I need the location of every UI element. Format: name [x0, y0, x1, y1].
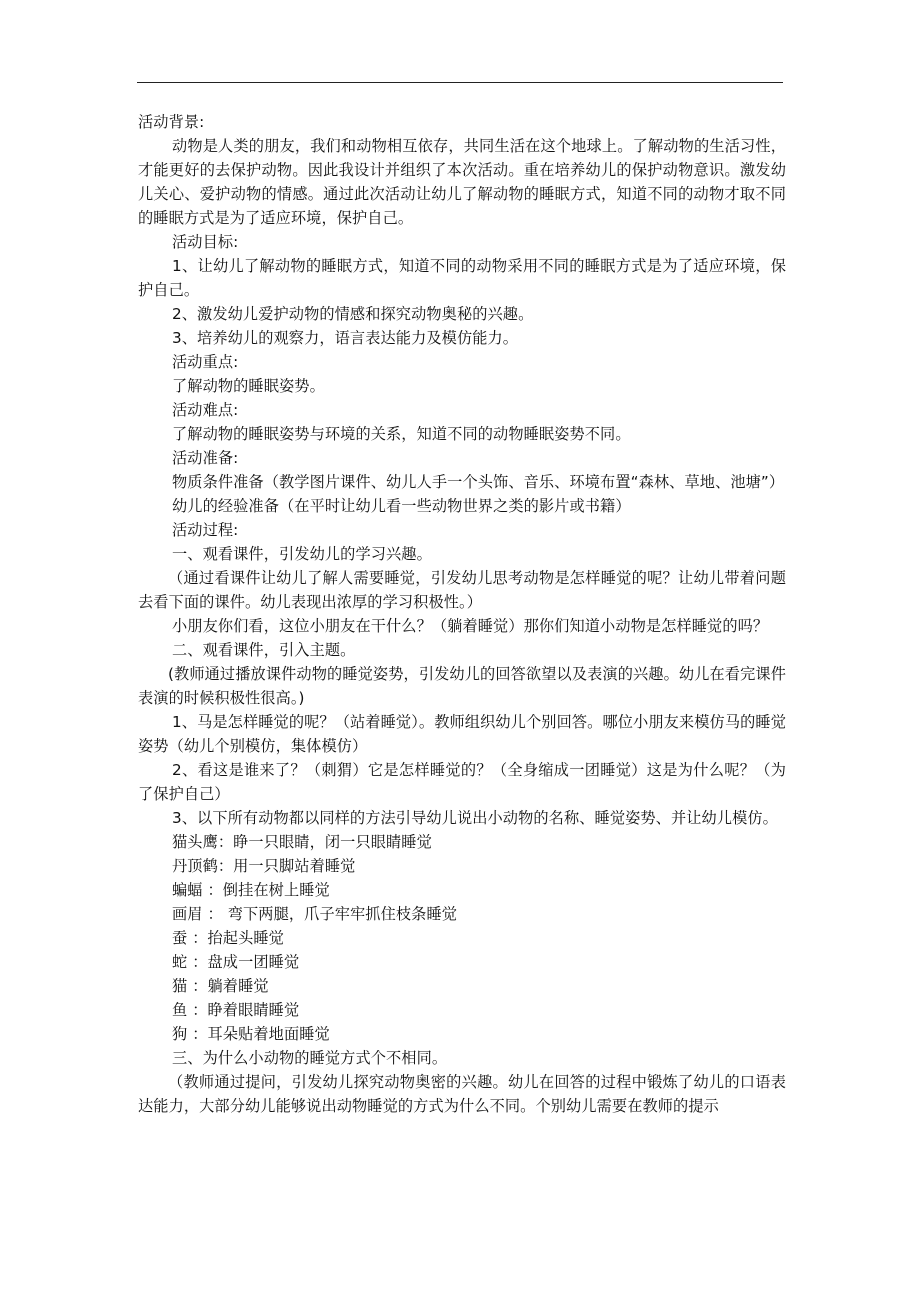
animal-snake: 蛇 ：盘成一团睡觉	[172, 953, 300, 971]
goal-item-3: 3、培养幼儿的观察力，语言表达能力及模仿能力。	[172, 329, 519, 347]
step-1-note: （通过看课件让幼儿了解人需要睡觉，引发幼儿思考动物是怎样睡觉的呢？让幼儿带着问题去看下面的课件。幼儿表现出浓厚的学习积极性。）	[138, 569, 786, 611]
animal-silkworm: 蚕 ：抬起头睡觉	[172, 929, 284, 947]
experience-preparation: 幼儿的经验准备（在平时让幼儿看一些动物世界之类的影片或书籍）	[172, 497, 631, 515]
material-preparation: 物质条件准备（教学图片课件、幼儿人手一个头饰、音乐、环境布置“森林、草地、池塘”）	[172, 473, 785, 491]
animal-bat: 蝙蝠 ：倒挂在树上睡觉	[172, 881, 330, 899]
goals-heading: 活动目标:	[172, 233, 239, 251]
step-2-item-1: 1、马是怎样睡觉的呢？（站着睡觉）。教师组织幼儿个别回答。哪位小朋友来模仿马的睡觉姿势（幼儿个别模仿，集体模仿）	[138, 713, 786, 755]
animal-fish: 鱼 ：睁着眼睛睡觉	[172, 1001, 300, 1019]
difficulty-heading: 活动难点:	[172, 401, 239, 419]
key-point-body: 了解动物的睡眠姿势。	[172, 377, 325, 395]
animal-dog: 狗 ：耳朵贴着地面睡觉	[172, 1025, 330, 1043]
header-rule	[137, 82, 783, 83]
difficulty-body: 了解动物的睡眠姿势与环境的关系，知道不同的动物睡眠姿势不同。	[172, 425, 631, 443]
step-2-item-3: 3、以下所有动物都以同样的方法引导幼儿说出小动物的名称、睡觉姿势、并让幼儿模仿。	[172, 809, 778, 827]
step-2-heading: 二、观看课件，引入主题。	[172, 641, 356, 659]
step-2-item-2: 2、看这是谁来了？（刺猬）它是怎样睡觉的？（全身缩成一团睡觉）这是为什么呢？（为了保护自己）	[138, 761, 786, 803]
goal-item-1: 1、让幼儿了解动物的睡眠方式，知道不同的动物采用不同的睡眠方式是为了适应环境，保护自己。	[138, 257, 786, 299]
goal-item-2: 2、激发幼儿爱护动物的情感和探究动物奥秘的兴趣。	[172, 305, 534, 323]
background-paragraph: 动物是人类的朋友，我们和动物相互依存，共同生活在这个地球上。了解动物的生活习性，才能更好的去保护动物。因此我设计并组织了本次活动。重在培养幼儿的保护动物意识。激发幼儿关心、爱护动物的情感。通过此次活动让幼儿了解动物的睡眠方式，知道不同的动物才取不同的睡眠方式是为了适应环境，保护自己。	[138, 137, 786, 227]
step-3-note: （教师通过提问，引发幼儿探究动物奥密的兴趣。幼儿在回答的过程中锻炼了幼儿的口语表达能力，大部分幼儿能够说出动物睡觉的方式为什么不同。个别幼儿需要在教师的提示	[138, 1073, 786, 1115]
animal-crane: 丹顶鹤：用一只脚站着睡觉	[172, 857, 356, 875]
animal-thrush: 画眉 ： 弯下两腿，爪子牢牢抓住枝条睡觉	[172, 905, 458, 923]
document-body	[138, 110, 786, 1118]
key-point-heading: 活动重点:	[172, 353, 239, 371]
step-2-note: (教师通过播放课件动物的睡觉姿势，引发幼儿的回答欲望以及表演的兴趣。幼儿在看完课件表演的时候积极性很高。)	[138, 665, 786, 707]
step-3-heading: 三、为什么小动物的睡觉方式个不相同。	[172, 1049, 448, 1067]
background-heading: 活动背景:	[138, 113, 205, 131]
step-1-question: 小朋友你们看，这位小朋友在干什么？（躺着睡觉）那你们知道小动物是怎样睡觉的吗？	[172, 617, 769, 635]
animal-owl: 猫头鹰：睁一只眼睛，闭一只眼睛睡觉	[172, 833, 432, 851]
process-heading: 活动过程:	[172, 521, 239, 539]
step-1-heading: 一、观看课件，引发幼儿的学习兴趣。	[172, 545, 432, 563]
preparation-heading: 活动准备:	[172, 449, 239, 467]
animal-cat: 猫 ：躺着睡觉	[172, 977, 269, 995]
